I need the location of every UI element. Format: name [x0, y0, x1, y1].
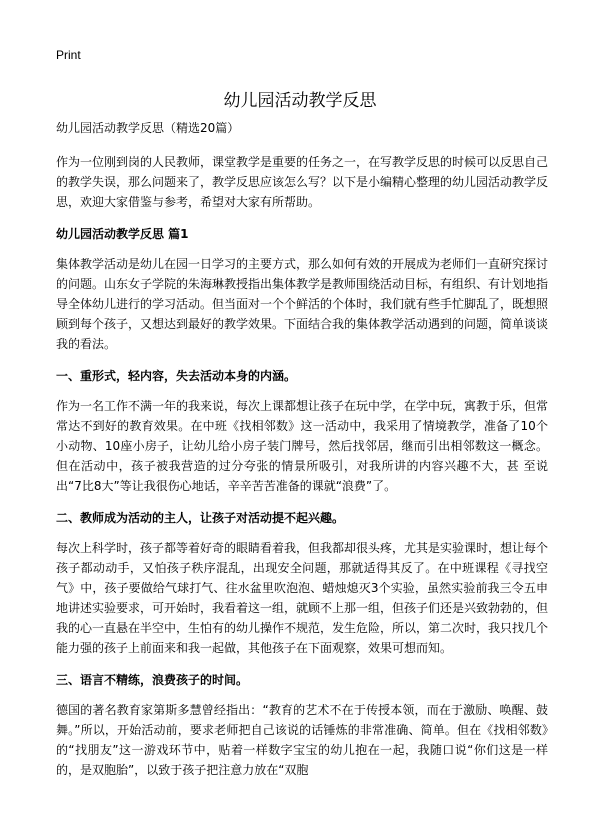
heading-3: 三、语言不精练，浪费孩子的时间。 [56, 673, 249, 687]
section-title: 幼儿园活动教学反思 篇1 [56, 227, 189, 241]
article-body [56, 118, 548, 792]
paragraph-4: 德国的著名教育家第斯多慧曾经指出：“教育的艺术不在于传授本领，而在于激励、唤醒、鼓舞。”所以，开始活动前，要求老师把自己该说的话锤炼的非常准确、简单。但在《找相邻数》的“找朋友”这一游戏环节中，贴着一样数字宝宝的幼儿抱在一起，我随口说“你们这是一样的，是双胞胎”，以致于孩子把注意力放在“双胞 [56, 703, 548, 777]
article-subtitle: 幼儿园活动教学反思（精选20篇） [56, 121, 240, 135]
heading-2: 二、教师成为活动的主人，让孩子对活动提不起兴趣。 [56, 511, 345, 525]
print-link[interactable]: Print [56, 48, 81, 62]
paragraph-1: 集体教学活动是幼儿在园一日学习的主要方式，那么如何有效的开展成为老师们一直研究探讨的问题。山东女子学院的朱海琳教授指出集体教学是教师围绕活动目标，有组织、有计划地指导全体幼儿进行的学习活动。但当面对一个个鲜活的个体时，我们就有些手忙脚乱了，既想照顾到每个孩子，又想达到最好的教学效果。下面结合我的集体教学活动遇到的问题，简单谈谈我的看法。 [56, 257, 549, 351]
intro-paragraph: 作为一位刚到岗的人民教师，课堂教学是重要的任务之一，在写教学反思的时候可以反思自己的教学失误，那么问题来了，教学反思应该怎么写？以下是小编精心整理的幼儿园活动教学反思，欢迎大家借鉴与参考，希望对大家有所帮助。 [56, 155, 549, 209]
page-title: 幼儿园活动教学反思 [223, 91, 377, 111]
heading-1: 一、重形式，轻内容，失去活动本身的内涵。 [56, 369, 297, 383]
paragraph-2: 作为一名工作不满一年的我来说，每次上课都想让孩子在玩中学，在学中玩，寓教于乐，但常常达不到好的教育效果。在中班《找相邻数》这一活动中，我采用了情境教学，准备了10个小动物、10座小房子，让幼儿给小房子装门牌号，然后找邻居，继而引出相邻数这一概念。但在活动中，孩子被我营造的过分夸张的情景所吸引，对我所讲的内容兴趣不大，甚 至说出“7比8大”等让我很伤心地话，辛辛苦苦准备的课就“浪费”了。 [56, 399, 549, 493]
paragraph-3: 每次上科学时，孩子都等着好奇的眼睛看着我，但我都却很头疼，尤其是实验课时，想让每个孩子都动动手，又怕孩子秩序混乱，出现安全问题，那就适得其反了。在中班课程《寻找空气》中，孩子要做给气球打气、往水盆里吹泡泡、蜡烛熄灭3个实验，虽然实验前我三令五申地讲述实验要求，可开始时，我看着这一组，就顾不上那一组，但孩子们还是兴致勃勃的，但我的心一直悬在半空中，生怕有的幼儿操作不规范，发生危险，所以，第二次时，我只找几个能力强的孩子上前面来和我一起做，其他孩子在下面观察，效果可想而知。 [56, 541, 549, 655]
